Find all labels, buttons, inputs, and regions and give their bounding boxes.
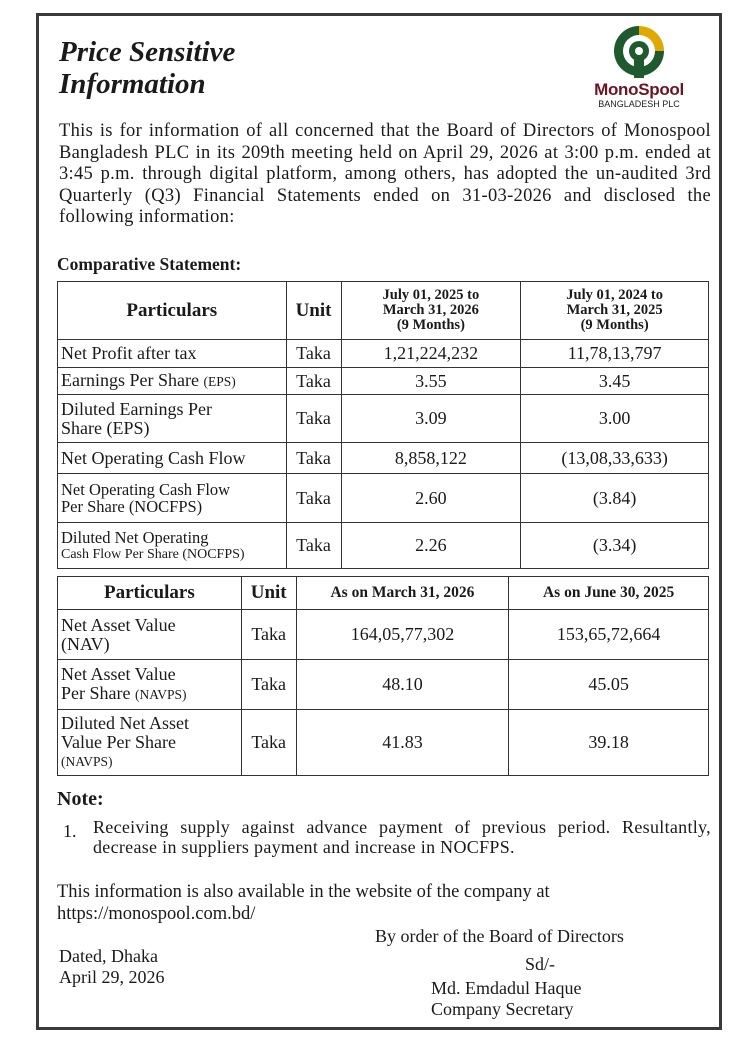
table-row xyxy=(58,710,709,776)
row-particulars: Net Asset Value Per Share (NAVPS) xyxy=(58,660,242,710)
row-particulars: Diluted Net Asset Value Per Share (NAVPS) xyxy=(58,710,242,776)
table-row xyxy=(58,340,709,368)
page-title: Price Sensitive Information xyxy=(59,36,236,100)
header-previous-date: As on June 30, 2025 xyxy=(509,577,709,610)
table-row xyxy=(58,395,709,443)
table-row xyxy=(58,474,709,523)
header-particulars: Particulars xyxy=(58,282,287,340)
spool-logo-icon xyxy=(610,24,668,78)
comparative-title: Comparative Statement: xyxy=(57,254,242,274)
note-number: 1. xyxy=(63,821,77,841)
row-value-current: 164,05,77,302 xyxy=(296,610,509,660)
header-current-period: July 01, 2025 to March 31, 2026 (9 Months) xyxy=(341,282,521,340)
row-unit: Taka xyxy=(241,610,296,660)
signature-order: By order of the Board of Directors xyxy=(375,926,624,946)
header-unit: Unit xyxy=(286,282,341,340)
row-unit: Taka xyxy=(286,443,341,474)
row-unit: Taka xyxy=(286,368,341,395)
row-value-previous: 39.18 xyxy=(509,710,709,776)
table-row xyxy=(58,443,709,474)
notice-frame xyxy=(36,13,722,1030)
row-unit: Taka xyxy=(241,710,296,776)
company-logo xyxy=(579,24,699,124)
intro-paragraph: This is for information of all concerned that the Board of Directors of Monospool Bangladesh PLC in its 209th meeting held on April 29, 2026 at 3:00 p.m. ended at 3:45 p.m. through digital platform, among others, has adopted the un-audited 3rd Quarterly (Q3) Financial Statements ended on 31-03-2026 and disclosed the following information: xyxy=(59,121,711,227)
row-unit: Taka xyxy=(286,523,341,569)
row-value-current: 2.60 xyxy=(341,474,521,523)
signature-sd: Sd/- xyxy=(525,954,556,974)
header-unit: Unit xyxy=(241,577,296,610)
row-value-previous: 153,65,72,664 xyxy=(509,610,709,660)
signatory-designation: Company Secretary xyxy=(431,999,574,1019)
table-row xyxy=(58,610,709,660)
row-particulars: Net Operating Cash Flow Per Share (NOCFPS) xyxy=(58,474,287,523)
row-unit: Taka xyxy=(286,340,341,368)
row-value-previous: 45.05 xyxy=(509,660,709,710)
row-value-current: 1,21,224,232 xyxy=(341,340,521,368)
row-value-current: 2.26 xyxy=(341,523,521,569)
row-unit: Taka xyxy=(286,474,341,523)
header-previous-period: July 01, 2024 to March 31, 2025 (9 Months) xyxy=(521,282,709,340)
row-particulars: Diluted Earnings Per Share (EPS) xyxy=(58,395,287,443)
row-value-previous: (3.84) xyxy=(521,474,709,523)
table-header-row xyxy=(58,282,709,340)
row-value-previous: 3.00 xyxy=(521,395,709,443)
table-header-row xyxy=(58,577,709,610)
row-unit: Taka xyxy=(286,395,341,443)
table-row xyxy=(58,523,709,569)
availability-text: This information is also available in the website of the company at https://monospool.com.bd/ xyxy=(57,882,550,924)
row-particulars: Net Operating Cash Flow xyxy=(58,443,287,474)
row-particulars: Net Profit after tax xyxy=(58,340,287,368)
row-value-current: 48.10 xyxy=(296,660,509,710)
row-particulars: Diluted Net Operating Cash Flow Per Share (NOCFPS) xyxy=(58,523,287,569)
logo-subtitle: BANGLADESH PLC xyxy=(598,99,680,109)
row-value-previous: 11,78,13,797 xyxy=(521,340,709,368)
header-particulars: Particulars xyxy=(58,577,242,610)
comparative-table-nav xyxy=(57,576,709,776)
row-value-previous: 3.45 xyxy=(521,368,709,395)
signature-block xyxy=(431,978,581,1020)
row-value-previous: (13,08,33,633) xyxy=(521,443,709,474)
row-unit: Taka xyxy=(241,660,296,710)
note-text: Receiving supply against advance payment of previous period. Resultantly, decrease in suppliers payment and increase in NOCFPS. xyxy=(93,817,711,857)
comparative-table-period xyxy=(57,281,709,569)
row-value-current: 41.83 xyxy=(296,710,509,776)
row-particulars: Net Asset Value (NAV) xyxy=(58,610,242,660)
header-current-date: As on March 31, 2026 xyxy=(296,577,509,610)
table-row xyxy=(58,660,709,710)
logo-brand-name: MonoSpool xyxy=(594,80,684,99)
row-particulars: Earnings Per Share (EPS) xyxy=(58,368,287,395)
row-value-current: 3.55 xyxy=(341,368,521,395)
note-heading: Note: xyxy=(57,788,104,810)
signatory-name: Md. Emdadul Haque xyxy=(431,978,582,998)
row-value-current: 8,858,122 xyxy=(341,443,521,474)
dated-block: Dated, Dhaka April 29, 2026 xyxy=(59,946,165,987)
row-value-current: 3.09 xyxy=(341,395,521,443)
table-row xyxy=(58,368,709,395)
row-value-previous: (3.34) xyxy=(521,523,709,569)
